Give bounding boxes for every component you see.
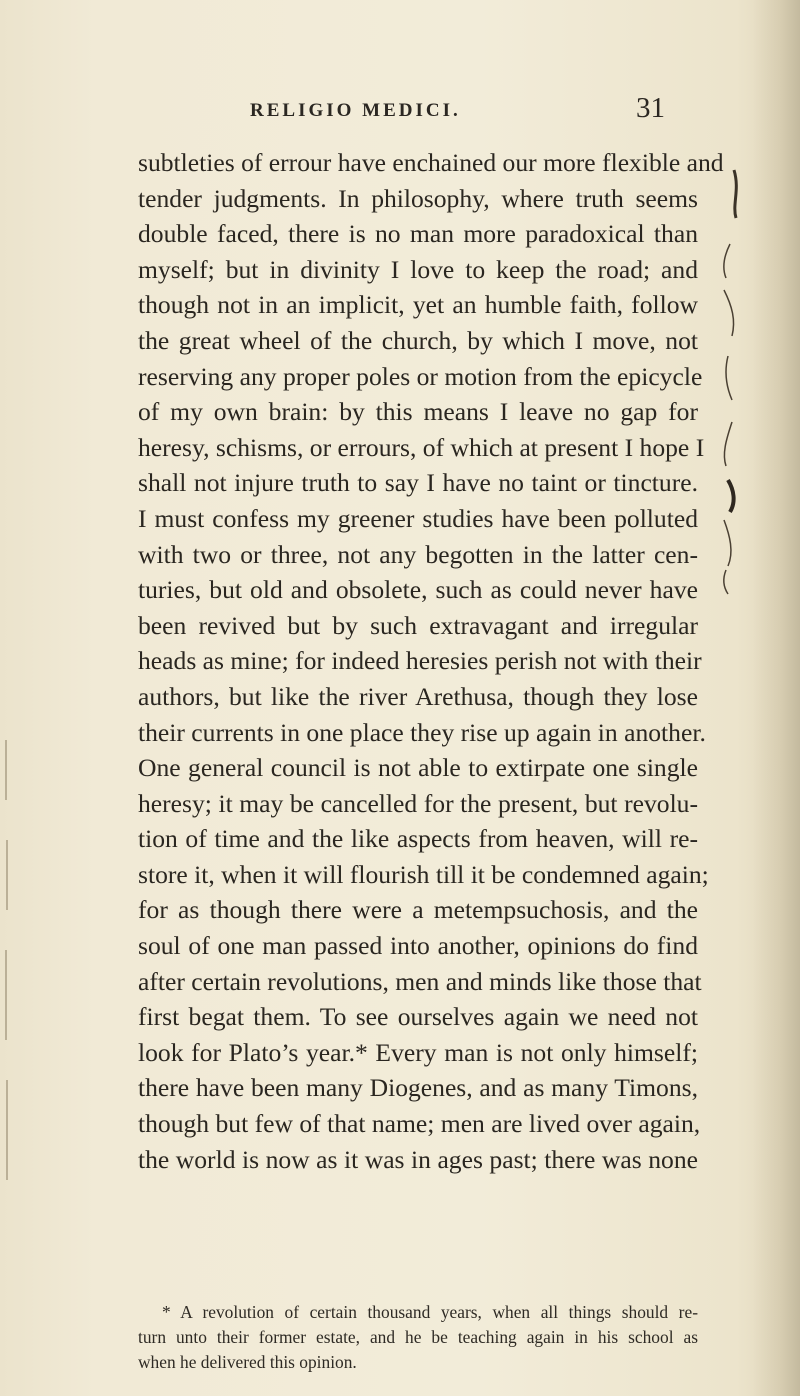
text-line: reserving any proper poles or motion from the epicycle: [138, 361, 703, 391]
text-line: turies, but old and obsolete, such as could never have: [138, 575, 698, 605]
text-line: tion of time and the like aspects from heaven, will re-: [138, 824, 698, 854]
footnote-line: * A revolution of certain thousand years, when all things should re-: [162, 1302, 698, 1322]
running-title: RELIGIO MEDICI.: [250, 100, 461, 121]
text-line: first begat them. To see ourselves again we need not: [138, 1002, 698, 1032]
text-line: shall not injure truth to say I have no taint or tincture.: [138, 468, 698, 498]
body-text: [138, 145, 724, 1177]
text-line: after certain revolutions, men and minds like those that: [138, 966, 702, 996]
page-edge-shadow: [752, 0, 800, 1396]
footnote-line: turn unto their former estate, and he be teaching again in his school as: [138, 1326, 698, 1347]
text-line: tender judgments. In philosophy, where truth seems: [138, 183, 698, 213]
running-header: [0, 92, 800, 132]
text-line: heresy, schisms, or errours, of which at present I hope I: [138, 432, 705, 462]
text-line: authors, but like the river Arethusa, though they lose: [138, 681, 698, 711]
text-line: been revived but by such extravagant and irregular: [138, 610, 698, 640]
gutter-shadow-marks: [0, 660, 14, 1260]
text-line: One general council is not able to extirpate one single: [138, 753, 698, 783]
text-line: double faced, there is no man more paradoxical than: [138, 219, 698, 249]
text-line: store it, when it will flourish till it be condemned again;: [138, 859, 709, 889]
text-line: myself; but in divinity I love to keep the road; and: [138, 254, 698, 284]
text-line: heresy; it may be cancelled for the present, but revolu-: [138, 788, 698, 818]
text-line: look for Plato’s year.* Every man is not only himself;: [138, 1037, 698, 1067]
text-line: the world is now as it was in ages past; there was none: [138, 1144, 698, 1174]
footnote: [138, 1300, 698, 1374]
text-line: for as though there were a metempsuchosis, and the: [138, 895, 698, 925]
footnote-line: when he delivered this opinion.: [138, 1351, 357, 1372]
text-line: soul of one man passed into another, opinions do find: [138, 931, 698, 961]
text-line: I must confess my greener studies have been polluted: [138, 503, 698, 533]
text-line: there have been many Diogenes, and as many Timons,: [138, 1073, 698, 1103]
text-line: their currents in one place they rise up again in another.: [138, 717, 706, 747]
text-line: though not in an implicit, yet an humble faith, follow: [138, 290, 698, 320]
text-line: the great wheel of the church, by which I move, not: [138, 325, 698, 355]
binding-ink-marks: [706, 160, 746, 600]
text-line: of my own brain: by this means I leave no gap for: [138, 397, 698, 427]
text-line: though but few of that name; men are lived over again,: [138, 1109, 701, 1139]
text-line: subtleties of errour have enchained our more flexible and: [138, 148, 724, 177]
text-line: heads as mine; for indeed heresies perish not with their: [138, 646, 702, 676]
text-line: with two or three, not any begotten in the latter cen-: [138, 539, 698, 569]
page-number: 31: [636, 92, 665, 124]
